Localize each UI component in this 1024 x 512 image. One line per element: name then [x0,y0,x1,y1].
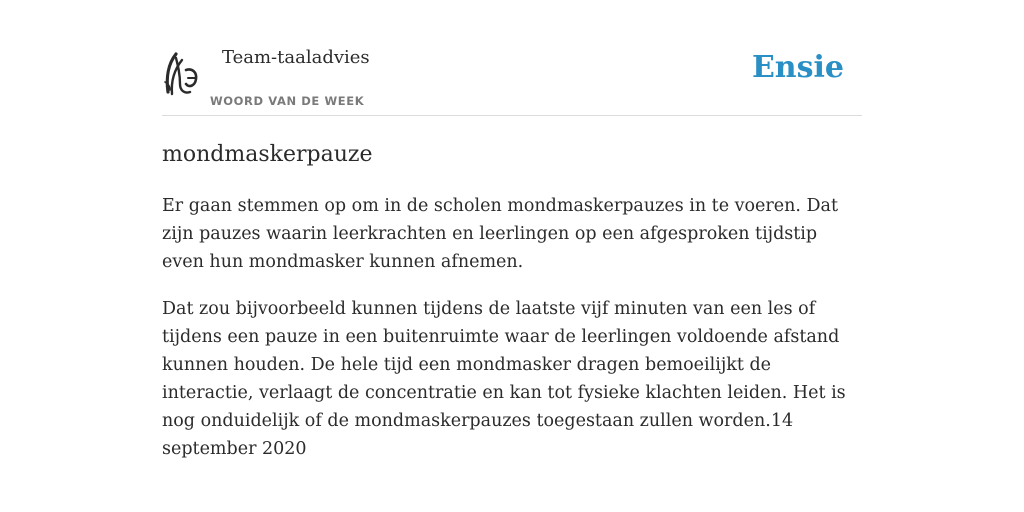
word-card [162,40,862,463]
flemish-lion-logo-icon [162,48,200,96]
section-label: WOORD VAN DE WEEK [210,94,365,108]
brand-logo[interactable]: Ensie [751,50,844,85]
definition-paragraph-1: Er gaan stemmen op om in de scholen mondmaskerpauzes in te voeren. Dat zijn pauzes waarin leerkrachten en leerlingen op een afgesproken tijdstip even hun mondmasker kunnen afnemen. [162,196,839,272]
word-title: mondmaskerpauze [162,142,373,167]
org-name[interactable]: Team-taaladvies [222,47,370,68]
publication-date: 14 september 2020 [162,411,794,459]
definition-paragraph-2-text: Dat zou bijvoorbeeld kunnen tijdens de laatste vijf minuten van een les of tijdens een pauze in een buitenruimte waar de leerlingen voldoende afstand kunnen houden. De hele tijd een mondmasker dragen bemoeilijkt de interactie, verlaagt de concentratie en kan tot fysieke klachten leiden. Het is nog onduidelijk of de mondmaskerpauzes toegestaan zullen worden. [162,299,846,431]
definition-paragraph-2 [162,295,862,463]
card-header [162,40,862,116]
